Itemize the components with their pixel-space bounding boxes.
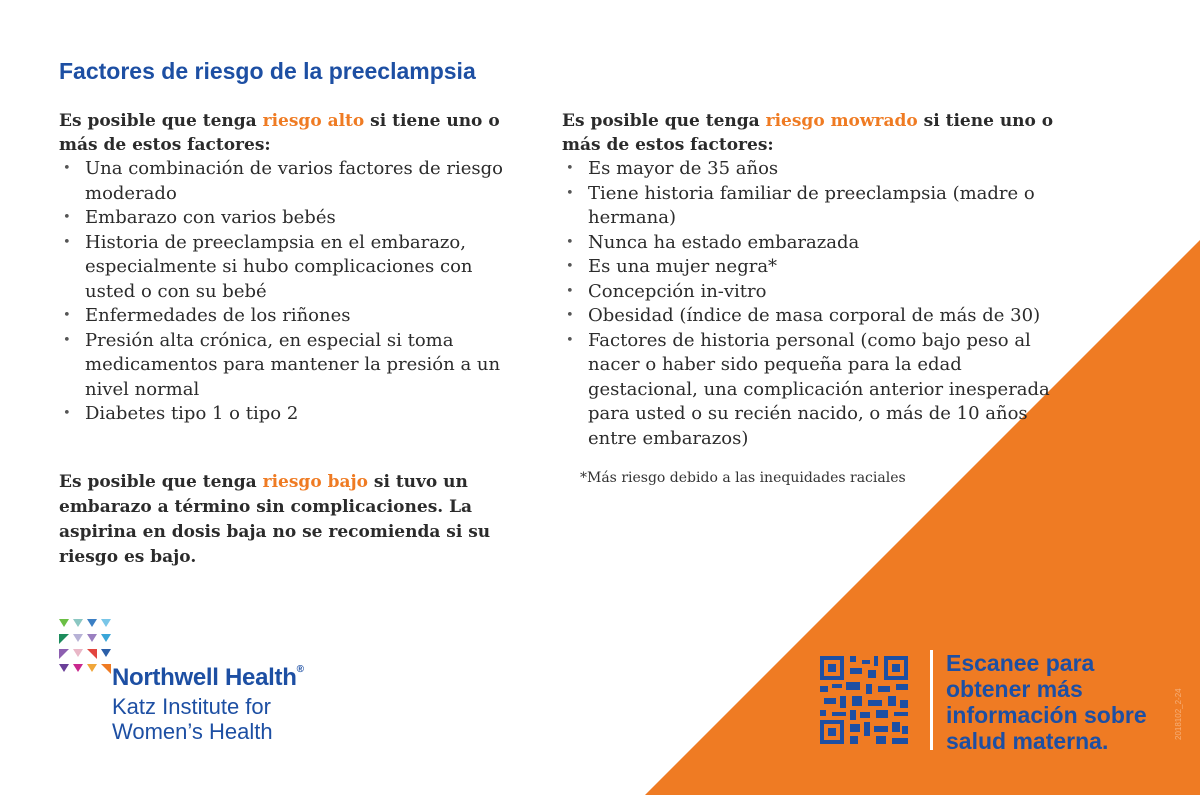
list-item: • Tiene historia familiar de preeclampsia (madre o hermana) (562, 182, 1072, 231)
list-item: • Obesidad (índice de masa corporal de más de 30) (562, 304, 1072, 329)
list-item: • Historia de preeclampsia en el embarazo, especialmente si hubo complicaciones con usted o con su bebé (59, 231, 519, 305)
list-item: • Diabetes tipo 1 o tipo 2 (59, 402, 519, 427)
high-risk-label: riesgo alto (262, 111, 365, 131)
footnote: *Más riesgo debido a las inequidades raciales (580, 470, 906, 486)
low-risk-label: riesgo bajo (262, 472, 368, 492)
list-item: • Una combinación de varios factores de riesgo moderado (59, 157, 519, 206)
qr-code-icon (820, 656, 908, 744)
list-item: • Presión alta crónica, en especial si toma medicamentos para mantener la presión a un nivel normal (59, 329, 519, 403)
list-item: • Nunca ha estado embarazada (562, 231, 1072, 256)
list-item: • Embarazo con varios bebés (59, 206, 519, 231)
scan-prompt: Escanee para obtener más información sobre salud materna. (946, 650, 1147, 754)
document-code: 2018102_2-24 (1174, 688, 1183, 740)
northwell-logo (59, 619, 359, 749)
moderate-risk-list (562, 157, 1072, 451)
high-risk-section (59, 109, 519, 427)
qr-divider (930, 650, 933, 750)
high-risk-intro: Es posible que tenga riesgo alto si tiene uno o más de estos factores: (59, 111, 500, 155)
list-item: • Es mayor de 35 años (562, 157, 1072, 182)
institute-name: Katz Institute for Women’s Health (112, 694, 273, 744)
list-item: • Enfermedades de los riñones (59, 304, 519, 329)
high-risk-list (59, 157, 519, 427)
moderate-risk-intro: Es posible que tenga riesgo mowrado si tiene uno o más de estos factores: (562, 111, 1054, 155)
list-item: • Concepción in-vitro (562, 280, 1072, 305)
page-title: Factores de riesgo de la preeclampsia (59, 58, 476, 84)
list-item: • Factores de historia personal (como bajo peso al nacer o haber sido pequeña para la edad gestacional, una complicación anterior inesperada para usted o su recién nacido, o más de 10 años entre embarazos) (562, 329, 1072, 452)
moderate-risk-label: riesgo mowrado (765, 111, 918, 131)
moderate-risk-section (562, 109, 1072, 451)
low-risk-note: Es posible que tenga riesgo bajo si tuvo un embarazo a término sin complicaciones. La aspirina en dosis baja no se recomienda si su riesgo es bajo. (59, 472, 491, 567)
brand-name: Northwell Health® (112, 664, 304, 691)
list-item: • Es una mujer negra* (562, 255, 1072, 280)
